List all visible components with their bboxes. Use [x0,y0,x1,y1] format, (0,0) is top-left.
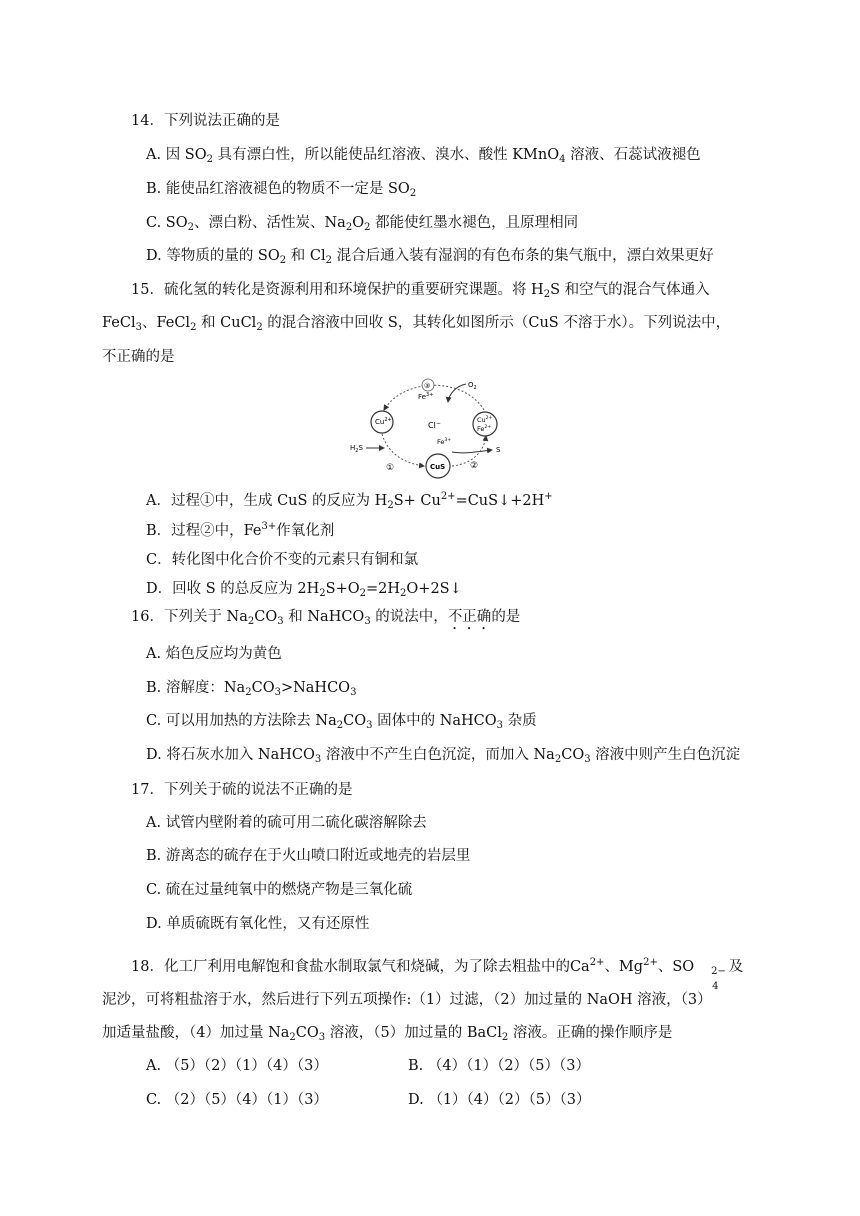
step1-label: ① [386,463,395,473]
cu2-label: $Cu^{2+}$ [375,417,392,426]
cus-label: CuS [430,463,446,471]
q18-option-b: B. （4）（1）（2）（5）（3） [408,1058,590,1074]
right-fe-label: $Fe^{2+}$ [477,425,492,433]
q15-option-a: A．过程①中，生成 CuS 的反应为 $H_2S+$ $Cu^{2+}=CuS↓+2H^+$ [146,491,553,511]
o2-arrow [448,384,466,402]
h2s-label: $H_2S$ [350,444,363,454]
right-cu-label: $Cu^{2+}$ [477,416,493,424]
q18-option-c: C. （2）（5）（4）（1）（3） [146,1092,328,1108]
q16-option-d: D. 将石灰水加入 NaHCO$_3$ 溶液中不产生白色沉淀，而加入 $Na_2CO_3$ 溶液中则产生白色沉淀 [146,747,741,765]
q14-option-b: B. 能使品红溶液褪色的物质不一定是 $SO_2$ [146,181,417,199]
o2-label: $O_2$ [468,381,477,391]
fe3-top-label: $Fe^{3+}$ [418,392,434,401]
cl-label: Cl− [428,420,441,430]
q17-option-a: A. 试管内壁附着的硫可用二硫化碳溶解除去 [146,815,427,831]
q15-stem-line1: 15．硫化氢的转化是资源利用和环境保护的重要研究课题。将 $H_2S$ 和空气的混合气体通入 [131,282,710,300]
q14-option-d: D. 等物质的量的 $SO_2$ 和 $Cl_2$ 混合后通入装有湿润的有色布条的集气瓶中，漂白效果更好 [146,248,714,266]
fe3-mid-label: $Fe^{3+}$ [437,438,452,446]
q17-option-c: C. 硫在过量纯氧中的燃烧产物是三氧化硫 [146,882,413,898]
q17-option-d: D. 单质硫既有氧化性，又有还原性 [146,916,370,932]
q17-option-b: B. 游离态的硫存在于火山喷口附近或地壳的岩层里 [146,848,471,864]
step3-label: ③ [424,382,431,390]
q18-option-a: A. （5）（2）（1）（4）（3） [146,1058,328,1074]
q16-option-a: A. 焰色反应均为黄色 [146,646,282,662]
s-label: S [496,446,501,454]
q15-stem-line3: 不正确的是 [102,349,175,365]
q16-option-c: C. 可以用加热的方法除去 $Na_2CO_3$ 固体中的 NaHCO$_3$ 杂质 [146,713,537,731]
q18-stem-line1: 18．化工厂利用电解饱和食盐水制取氯气和烧碱，为了除去粗盐中的$Ca^{2+}$、$Mg^{2+}$、SO 2− 4 及 [131,957,744,992]
q14-option-c: C. $SO_2$、漂白粉、活性炭、$Na_2O_2$ 都能使红墨水褪色，且原理相同 [146,215,579,233]
q16-option-b: B. 溶解度：$Na_2CO_3>NaHCO_3$ [146,680,357,698]
step2-label: ② [470,461,479,471]
q15-stem-line2: FeCl$_3$、FeCl$_2$ 和 CuCl$_2$ 的混合溶液中回收 S，其转化如图所示（CuS 不溶于水）。下列说法中， [102,315,731,333]
q15-option-b: B．过程②中，$Fe^{3+}$作氧化剂 [146,521,335,539]
q15-option-d: D．回收 S 的总反应为 $2H_2S+O_2=2H_2O+2S↓$ [146,581,462,599]
q15-option-c: C．转化图中化合价不变的元素只有铜和氯 [146,552,419,568]
emphasis-not-correct: 不正确 [447,609,492,625]
q18-stem-line2: 泥沙，可将粗盐溶于水，然后进行下列五项操作:（1）过滤，（2）加过量的 NaOH 溶液，（3） [102,992,712,1008]
q18-stem-line3: 加适量盐酸，（4）加过量 $Na_2CO_3$ 溶液，（5）加过量的 BaCl$_2$ 溶液。正确的操作顺序是 [102,1025,673,1043]
arc-left [382,434,424,466]
q14-stem: 14．下列说法正确的是 [131,113,280,129]
q18-option-d: D. （1）（4）（2）（5）（3） [408,1092,591,1108]
q15-conversion-diagram [344,372,524,482]
q16-stem: 16．下列关于 $Na_2CO_3$ 和 NaHCO$_3$ 的说法中，不正确的是 [131,609,521,627]
s-arrow [452,450,492,453]
q14-option-a: A. 因 $SO_2$ 具有漂白性，所以能使品红溶液、溴水、酸性 KMnO$_4$ 溶液、石蕊试液褪色 [146,147,701,165]
q17-stem: 17．下列关于硫的说法不正确的是 [131,782,353,798]
